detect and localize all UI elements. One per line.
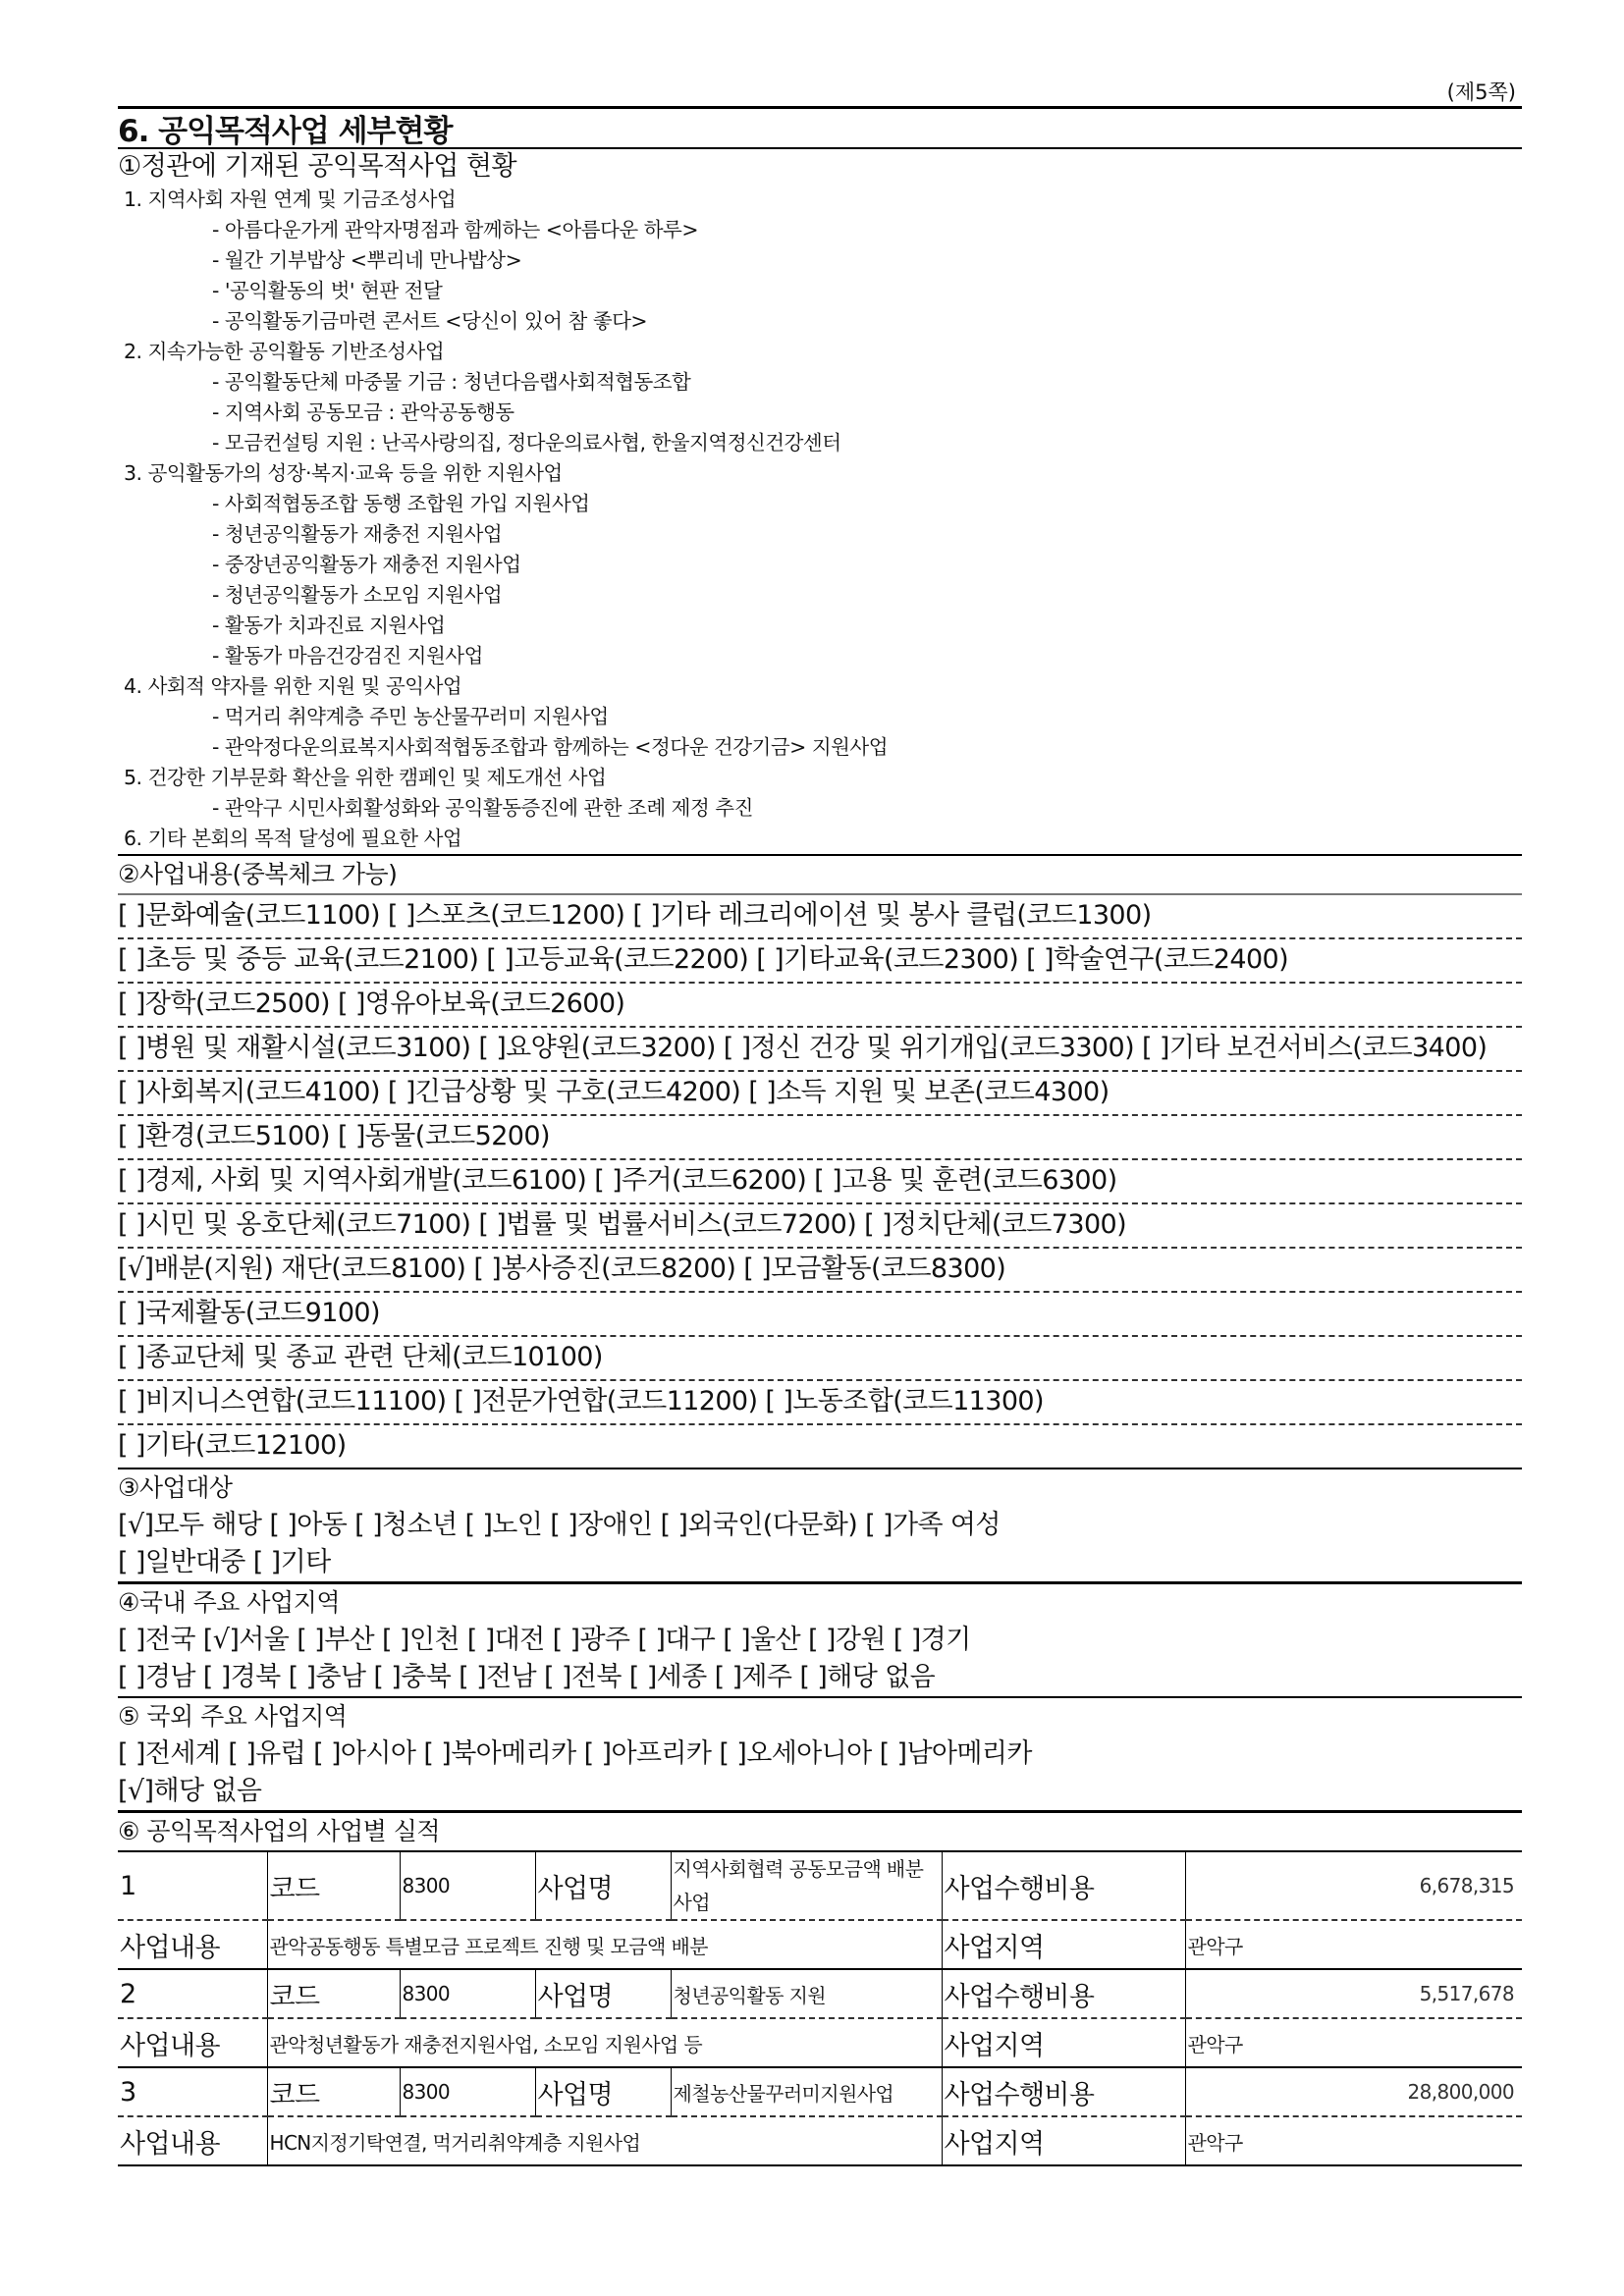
cost-value: 28,800,000 (1185, 2067, 1522, 2116)
business-target-heading: ③사업대상 (118, 1473, 233, 1502)
charter-category: 3. 공익활동가의 성장·복지·교육 등을 위한 지원사업 (124, 461, 563, 485)
charter-category: 6. 기타 본회의 목적 달성에 필요한 사업 (124, 827, 462, 850)
business-content-row: [ ]문화예술(코드1100) [ ]스포츠(코드1200) [ ]기타 레크리에이션 및 봉사 클럽(코드1300) (118, 893, 1522, 937)
results-section (118, 1810, 1522, 2166)
cost-value: 5,517,678 (1185, 1969, 1522, 2018)
business-content-row: [ ]병원 및 재활시설(코드3100) [ ]요양원(코드3200) [ ]정신 건강 및 위기개입(코드3300) [ ]기타 보건서비스(코드3400) (118, 1026, 1522, 1070)
cost-label: 사업수행비용 (942, 2067, 1185, 2116)
charter-category: 1. 지역사회 자원 연계 및 기금조성사업 (124, 187, 457, 211)
code-label: 코드 (267, 1969, 400, 2018)
code-label: 코드 (267, 2067, 400, 2116)
cost-label: 사업수행비용 (942, 1851, 1185, 1920)
result-number: 1 (118, 1851, 267, 1920)
business-content-section (118, 856, 1522, 1468)
region-value: 관악구 (1185, 2018, 1522, 2067)
domestic-region-row: [ ]전국 [√]서울 [ ]부산 [ ]인천 [ ]대전 [ ]광주 [ ]대구 [ ]울산 [ ]강원 [ ]경기 (118, 1625, 971, 1655)
overseas-region-heading: ⑤ 국외 주요 사업지역 (118, 1702, 348, 1731)
target-row: [√]모두 해당 [ ]아동 [ ]청소년 [ ]노인 [ ]장애인 [ ]외국인(다문화) [ ]가족 여성 (118, 1510, 1001, 1540)
target-row: [ ]일반대중 [ ]기타 (118, 1547, 331, 1577)
content-label: 사업내용 (118, 1920, 267, 1969)
business-content-row: [√]배분(지원) 재단(코드8100) [ ]봉사증진(코드8200) [ ]모금활동(코드8300) (118, 1247, 1522, 1291)
business-content-row: [ ]비지니스연합(코드11100) [ ]전문가연합(코드11200) [ ]노동조합(코드11300) (118, 1379, 1522, 1423)
domestic-region-heading: ④국내 주요 사업지역 (118, 1588, 341, 1617)
charter-business-list (118, 185, 1522, 854)
charter-item: - 지역사회 공동모금 : 관악공동행동 (212, 400, 514, 424)
business-content-row: [ ]사회복지(코드4100) [ ]긴급상황 및 구호(코드4200) [ ]소득 지원 및 보존(코드4300) (118, 1070, 1522, 1114)
business-name-label: 사업명 (535, 1969, 671, 2018)
charter-item: - '공익활동의 벗' 현판 전달 (212, 279, 443, 302)
business-content-row: [ ]기타(코드12100) (118, 1423, 1522, 1468)
charter-item: - 관악정다운의료복지사회적협동조합과 함께하는 <정다운 건강기금> 지원사업 (212, 735, 889, 759)
business-content-row: [ ]종교단체 및 종교 관련 단체(코드10100) (118, 1335, 1522, 1379)
charter-item: - 공익활동기금마련 콘서트 <당신이 있어 참 좋다> (212, 309, 648, 333)
business-content-row: [ ]국제활동(코드9100) (118, 1291, 1522, 1335)
charter-category: 5. 건강한 기부문화 확산을 위한 캠페인 및 제도개선 사업 (124, 766, 607, 789)
business-content-row: [ ]환경(코드5100) [ ]동물(코드5200) (118, 1114, 1522, 1158)
overseas-region-row: [ ]전세계 [ ]유럽 [ ]아시아 [ ]북아메리카 [ ]아프리카 [ ]오세아니아 [ ]남아메리카 (118, 1738, 1032, 1769)
business-content-row: [ ]장학(코드2500) [ ]영유아보육(코드2600) (118, 982, 1522, 1026)
charter-item: - 청년공익활동가 재충전 지원사업 (212, 522, 503, 546)
charter-item: - 월간 기부밥상 <뿌리네 만나밥상> (212, 248, 522, 272)
charter-item: - 관악구 시민사회활성화와 공익활동증진에 관한 조례 제정 추진 (212, 796, 753, 820)
page-content (118, 106, 1522, 2166)
charter-category: 2. 지속가능한 공익활동 기반조성사업 (124, 340, 445, 363)
code-label: 코드 (267, 1851, 400, 1920)
result-row-summary (118, 2067, 1522, 2116)
business-content-row: [ ]초등 및 중등 교육(코드2100) [ ]고등교육(코드2200) [ ]기타교육(코드2300) [ ]학술연구(코드2400) (118, 937, 1522, 982)
charter-item: - 공익활동단체 마중물 기금 : 청년다음랩사회적협동조합 (212, 370, 691, 394)
charter-heading: ①정관에 기재된 공익목적사업 현황 (118, 151, 517, 182)
region-value: 관악구 (1187, 2130, 1243, 2155)
business-content-rows (118, 893, 1522, 1468)
cost-value: 6,678,315 (1185, 1851, 1522, 1920)
code-value: 8300 (400, 1969, 535, 2018)
charter-item: - 사회적협동조합 동행 조합원 가입 지원사업 (212, 492, 590, 515)
overseas-region-section (118, 1696, 1522, 1810)
charter-item: - 모금컨설팅 지원 : 난곡사랑의집, 정다운의료사협, 한울지역정신건강센터 (212, 431, 841, 454)
result-row-detail (118, 1920, 1522, 1969)
result-row-detail (118, 2116, 1522, 2165)
charter-item: - 아름다운가게 관악자명점과 함께하는 <아름다운 하루> (212, 218, 698, 241)
result-number: 3 (118, 2067, 267, 2116)
overseas-region-row: [√]해당 없음 (118, 1776, 262, 1806)
result-row-summary (118, 1851, 1522, 1920)
code-value: 8300 (400, 2067, 535, 2116)
charter-category: 4. 사회적 약자를 위한 지원 및 공익사업 (124, 674, 462, 698)
region-label: 사업지역 (942, 2018, 1185, 2067)
results-table (118, 1850, 1522, 2166)
result-row-summary (118, 1969, 1522, 2018)
result-number: 2 (118, 1969, 267, 2018)
overseas-region-rows (118, 1735, 1522, 1810)
business-name-value: 제철농산물꾸러미지원사업 (671, 2067, 942, 2116)
results-heading: ⑥ 공익목적사업의 사업별 실적 (118, 1817, 441, 1845)
cost-label: 사업수행비용 (942, 1969, 1185, 2018)
content-label: 사업내용 (118, 2018, 267, 2067)
content-value: 관악청년활동가 재충전지원사업, 소모임 지원사업 등 (267, 2018, 942, 2067)
charter-item: - 먹거리 취약계층 주민 농산물꾸러미 지원사업 (212, 705, 609, 728)
content-value: HCN지정기탁연결, 먹거리취약계층 지원사업 (267, 2116, 942, 2165)
business-content-row: [ ]경제, 사회 및 지역사회개발(코드6100) [ ]주거(코드6200) [ ]고용 및 훈련(코드6300) (118, 1158, 1522, 1202)
charter-item: - 청년공익활동가 소모임 지원사업 (212, 583, 503, 607)
page-number-label: (제5쪽) (1446, 80, 1516, 104)
business-content-heading: ②사업내용(중복체크 가능) (118, 860, 398, 888)
content-value: 관악공동행동 특별모금 프로젝트 진행 및 모금액 배분 (267, 1920, 942, 1969)
business-target-section (118, 1468, 1522, 1581)
region-label: 사업지역 (942, 2116, 1185, 2165)
charter-item: - 중장년공익활동가 재충전 지원사업 (212, 553, 521, 576)
business-name-value: 지역사회협력 공동모금액 배분사업 (671, 1851, 942, 1920)
region-label: 사업지역 (942, 1920, 1185, 1969)
region-value: 관악구 (1185, 1920, 1522, 1969)
result-row-detail (118, 2018, 1522, 2067)
business-target-rows (118, 1507, 1522, 1581)
charter-item: - 활동가 치과진료 지원사업 (212, 614, 446, 637)
business-name-label: 사업명 (535, 2067, 671, 2116)
section-title: 6. 공익목적사업 세부현황 (118, 106, 1522, 149)
content-label: 사업내용 (118, 2116, 267, 2165)
domestic-region-section (118, 1581, 1522, 1696)
business-name-label: 사업명 (535, 1851, 671, 1920)
business-name-value: 청년공익활동 지원 (671, 1969, 942, 2018)
domestic-region-rows (118, 1622, 1522, 1696)
code-value: 8300 (400, 1851, 535, 1920)
charter-item: - 활동가 마음건강검진 지원사업 (212, 644, 483, 667)
charter-business-section (118, 149, 1522, 856)
domestic-region-row: [ ]경남 [ ]경북 [ ]충남 [ ]충북 [ ]전남 [ ]전북 [ ]세종 [ ]제주 [ ]해당 없음 (118, 1662, 936, 1692)
business-content-row: [ ]시민 및 옹호단체(코드7100) [ ]법률 및 법률서비스(코드7200) [ ]정치단체(코드7300) (118, 1202, 1522, 1247)
